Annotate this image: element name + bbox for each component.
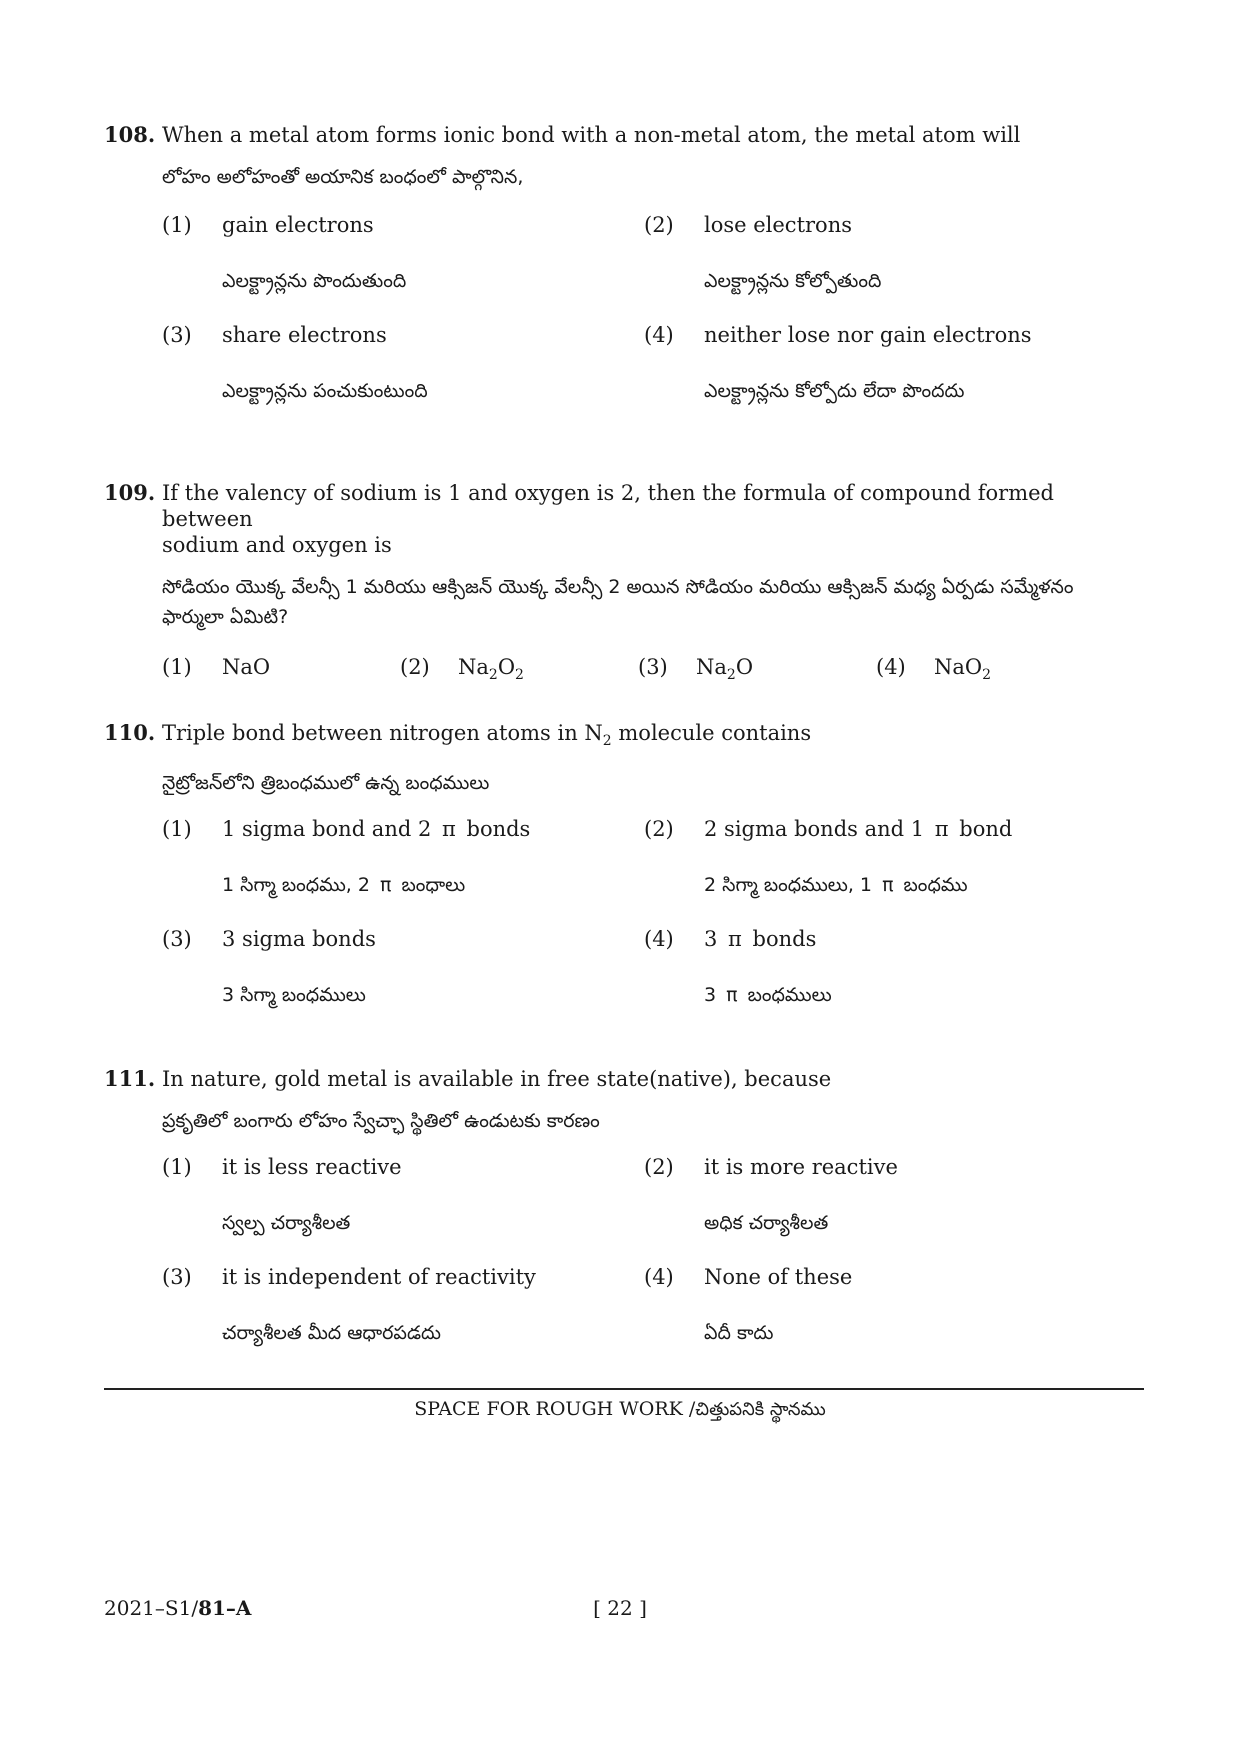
pi-symbol: π [728, 927, 742, 951]
option-text: 2 sigma bonds and 1 π bond [704, 817, 1013, 841]
options [162, 798, 1144, 1006]
rough-work-label: SPACE FOR ROUGH WORK /చిత్తుపనికి స్థానము [414, 1398, 826, 1420]
option-2 [644, 816, 1012, 898]
option-text: it is more reactive [704, 1155, 898, 1179]
option-number: (2) [644, 817, 674, 841]
question-text-telugu [162, 572, 1144, 632]
question-text-telugu: ప్రకృతిలో బంగారు లోహం స్వేచ్ఛా స్థితిలో ఉండుటకు కారణం [162, 1110, 600, 1132]
question-text-line-2: sodium and oxygen is [162, 533, 392, 557]
question-text-telugu: నైట్రోజన్‌లోని త్రిబంధములో ఉన్న బంధములు [162, 772, 490, 794]
option-text-telugu: ఎలక్ట్రాన్లను కోల్పోదు లేదా పొందదు [704, 380, 965, 402]
question-108 [104, 122, 1144, 402]
question-text: In nature, gold metal is available in free state(native), because [162, 1067, 832, 1091]
option-text-telugu: స్వల్ప చర్యాశీలత [222, 1212, 351, 1234]
option-number: (3) [638, 655, 668, 679]
question-111 [104, 1066, 1144, 1344]
option-1 [162, 816, 530, 898]
option-number: (1) [162, 655, 192, 679]
option-1 [162, 212, 406, 294]
pi-symbol: π [934, 817, 949, 841]
option-text-telugu: ఏదీ కాదు [704, 1322, 774, 1344]
option-number: (4) [644, 323, 674, 347]
question-text: Triple bond between nitrogen atoms in $N_2$ molecule contains [162, 721, 812, 749]
option-2 [644, 1154, 898, 1236]
option-3 [638, 654, 753, 688]
option-number: (3) [162, 927, 192, 951]
option-text: it is less reactive [222, 1155, 402, 1179]
option-1 [162, 1154, 402, 1236]
option-text: 3 sigma bonds [222, 927, 376, 951]
option-3 [162, 322, 428, 404]
option-text-telugu: 3 సిగ్మా బంధములు [222, 984, 366, 1006]
option-text-telugu: చర్యాశీలత మీద ఆధారపడదు [222, 1322, 441, 1344]
option-number: (2) [644, 213, 674, 237]
option-formula: NaO [222, 655, 271, 679]
option-formula: NaO$_2$ [934, 655, 992, 683]
question-number: 111. [104, 1066, 156, 1091]
paper-code: 2021–S1/81–A [104, 1596, 252, 1620]
divider-line [104, 1388, 1144, 1390]
option-text: lose electrons [704, 213, 852, 237]
option-3 [162, 1264, 536, 1346]
option-number: (3) [162, 1265, 192, 1289]
option-number: (1) [162, 817, 192, 841]
pi-symbol: π [380, 874, 392, 896]
option-number: (4) [876, 655, 906, 679]
question-number: 108. [104, 122, 156, 147]
pi-symbol: π [726, 984, 738, 1006]
option-text: None of these [704, 1265, 853, 1289]
option-text-telugu: 2 సిగ్మా బంధములు, 1 π బంధము [704, 874, 968, 896]
option-4 [876, 654, 991, 688]
question-110 [104, 720, 1144, 1006]
option-number: (2) [644, 1155, 674, 1179]
option-text: 3 π bonds [704, 927, 817, 951]
question-text: When a metal atom forms ionic bond with a non-metal atom, the metal atom will [162, 123, 1021, 147]
question-number: 109. [104, 480, 156, 505]
page-number: [ 22 ] [593, 1596, 647, 1620]
question-number: 110. [104, 720, 156, 745]
telugu-line-2: ఫార్ములా ఏమిటి? [162, 606, 289, 628]
option-number: (4) [644, 1265, 674, 1289]
option-text-telugu: 1 సిగ్మా బంధము, 2 π బంధాలు [222, 874, 466, 896]
option-number: (1) [162, 213, 192, 237]
pi-symbol: π [442, 817, 456, 841]
option-number: (4) [644, 927, 674, 951]
pi-symbol: π [882, 874, 894, 896]
option-2 [400, 654, 524, 688]
option-text: neither lose nor gain electrons [704, 323, 1032, 347]
option-text: it is independent of reactivity [222, 1265, 536, 1289]
option-number: (1) [162, 1155, 192, 1179]
option-number: (3) [162, 323, 192, 347]
option-3 [162, 926, 376, 1008]
question-text-line-1: If the valency of sodium is 1 and oxygen is 2, then the formula of compound formed between [162, 481, 1054, 531]
options [162, 192, 1144, 402]
option-4 [644, 1264, 852, 1346]
options [162, 632, 1144, 682]
option-text: 1 sigma bond and 2 π bonds [222, 817, 531, 841]
option-text: share electrons [222, 323, 387, 347]
option-1 [162, 654, 270, 680]
telugu-line-1: సోడియం యొక్క వేలన్సీ 1 మరియు ఆక్సిజన్ యొక్క వేలన్సీ 2 అయిన సోడియం మరియు ఆక్సిజన్ మధ్య ఏర్పడు సమ్మేళనం [162, 576, 1074, 598]
options [162, 1136, 1144, 1344]
option-text-telugu: 3 π బంధములు [704, 984, 832, 1006]
option-text-telugu: ఎలక్ట్రాన్లను పొందుతుంది [222, 270, 407, 292]
option-text: gain electrons [222, 213, 374, 237]
option-formula: $Na_2O$ [696, 655, 754, 683]
option-number: (2) [400, 655, 430, 679]
option-text-telugu: ఎలక్ట్రాన్లను పంచుకుంటుంది [222, 380, 428, 402]
option-formula: $Na_2O_2$ [458, 655, 524, 683]
question-109 [104, 480, 1144, 682]
option-4 [644, 322, 1032, 404]
option-text-telugu: అధిక చర్యాశీలత [704, 1212, 829, 1234]
option-4 [644, 926, 832, 1008]
option-2 [644, 212, 881, 294]
question-text-telugu: లోహం అలోహంతో అయానిక బంధంలో పాల్గొనిన, [162, 166, 524, 188]
option-text-telugu: ఎలక్ట్రాన్లను కోల్పోతుంది [704, 270, 882, 292]
